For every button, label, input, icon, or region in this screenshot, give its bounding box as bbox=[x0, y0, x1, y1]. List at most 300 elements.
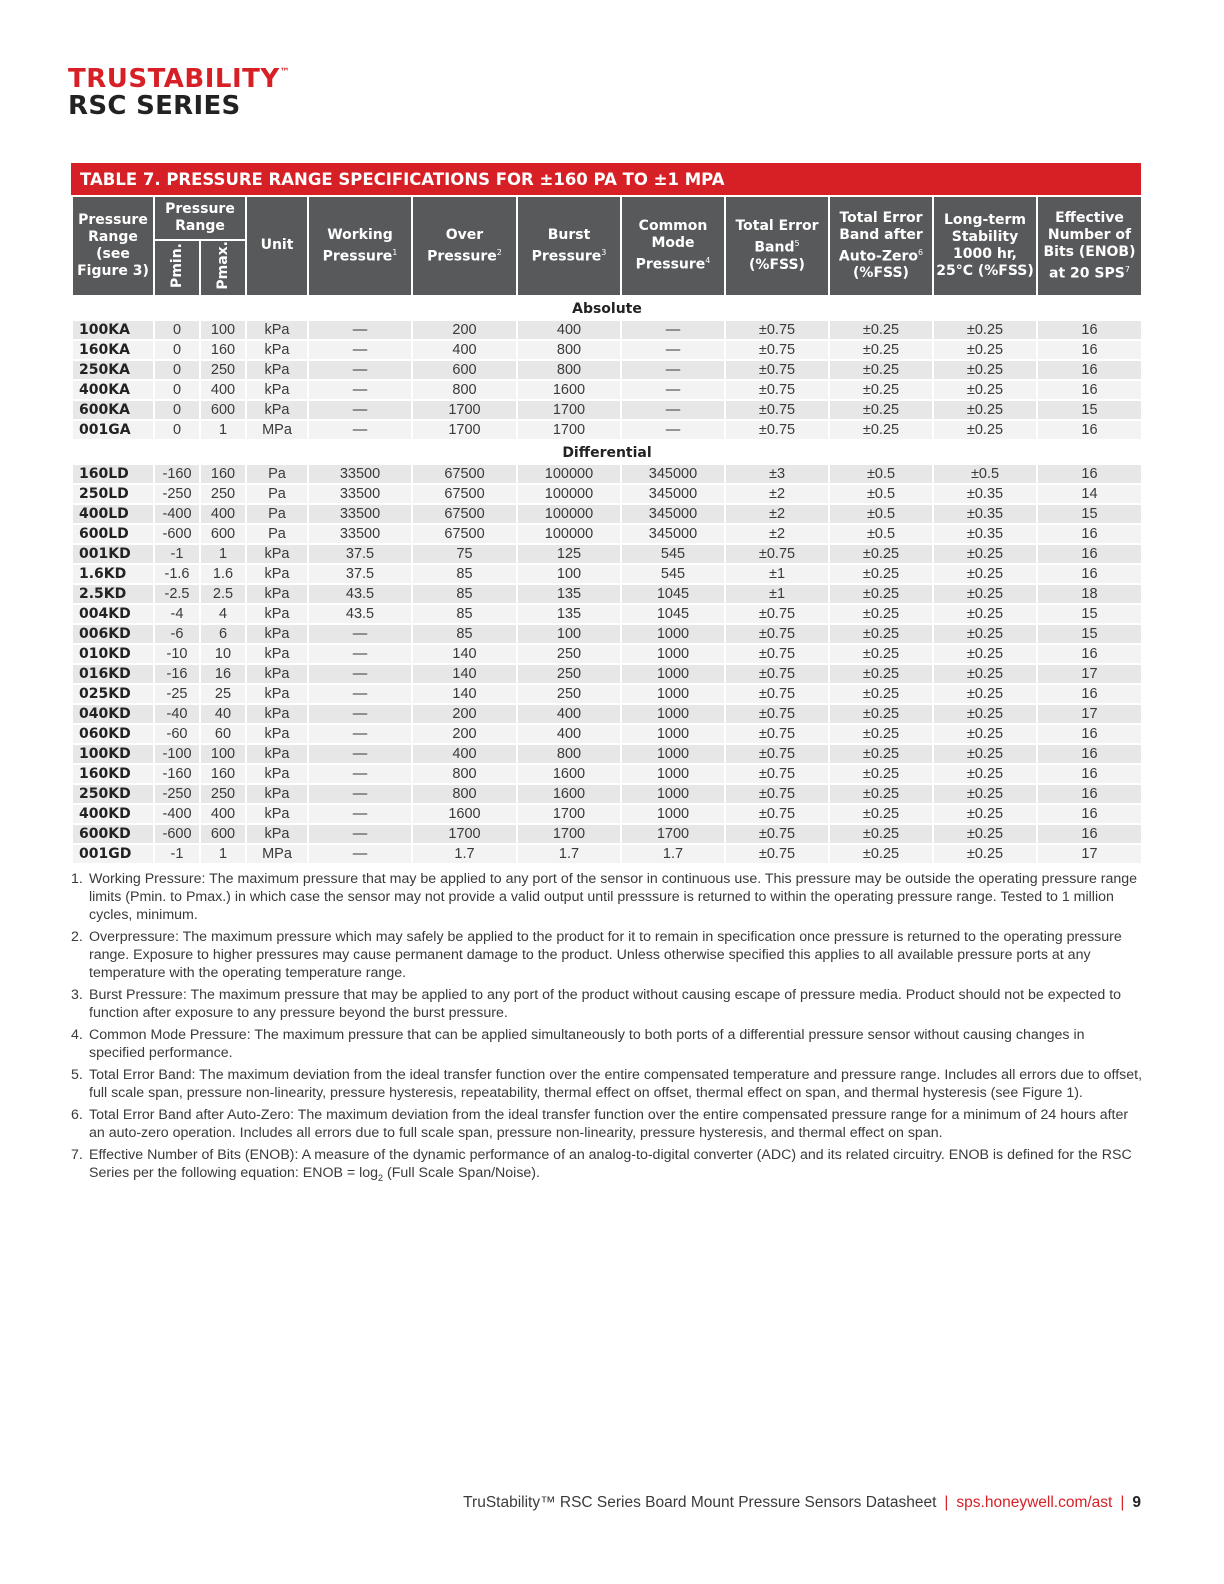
cell-over-pressure: 67500 bbox=[412, 504, 517, 524]
cell-over-pressure: 400 bbox=[412, 744, 517, 764]
cell-burst-pressure: 1600 bbox=[517, 784, 621, 804]
cell-long-term-stability: ±0.25 bbox=[933, 644, 1037, 664]
cell-teb-after-auto-zero: ±0.25 bbox=[829, 844, 933, 864]
cell-over-pressure: 200 bbox=[412, 321, 517, 340]
cell-over-pressure: 140 bbox=[412, 644, 517, 664]
cell-pmin: -400 bbox=[154, 504, 200, 524]
cell-pressure-range: 600LD bbox=[72, 524, 154, 544]
cell-teb-after-auto-zero: ±0.25 bbox=[829, 380, 933, 400]
cell-enob: 16 bbox=[1037, 684, 1142, 704]
cell-unit: kPa bbox=[246, 724, 308, 744]
footnote-text: Common Mode Pressure: The maximum pressure that can be applied simultaneously to both ports of a differential pressure sensor without causing changes in specified performance. bbox=[89, 1027, 1085, 1061]
cell-total-error-band: ±0.75 bbox=[725, 604, 829, 624]
cell-pressure-range: 1.6KD bbox=[72, 564, 154, 584]
cell-pressure-range: 400KD bbox=[72, 804, 154, 824]
cell-burst-pressure: 800 bbox=[517, 360, 621, 380]
cell-teb-after-auto-zero: ±0.25 bbox=[829, 360, 933, 380]
header-unit: Unit bbox=[246, 196, 308, 296]
cell-pmin: -6 bbox=[154, 624, 200, 644]
cell-common-mode-pressure: — bbox=[621, 360, 725, 380]
cell-pmin: -25 bbox=[154, 684, 200, 704]
cell-pmin: -1 bbox=[154, 844, 200, 864]
cell-long-term-stability: ±0.25 bbox=[933, 744, 1037, 764]
cell-burst-pressure: 400 bbox=[517, 704, 621, 724]
cell-pmax: 1 bbox=[200, 844, 246, 864]
cell-working-pressure: — bbox=[308, 704, 412, 724]
cell-enob: 16 bbox=[1037, 420, 1142, 440]
cell-over-pressure: 67500 bbox=[412, 465, 517, 484]
cell-pressure-range: 160KA bbox=[72, 340, 154, 360]
cell-working-pressure: — bbox=[308, 744, 412, 764]
cell-over-pressure: 140 bbox=[412, 664, 517, 684]
cell-total-error-band: ±0.75 bbox=[725, 321, 829, 340]
cell-enob: 17 bbox=[1037, 664, 1142, 684]
cell-unit: kPa bbox=[246, 824, 308, 844]
cell-common-mode-pressure: — bbox=[621, 340, 725, 360]
cell-common-mode-pressure: 1000 bbox=[621, 804, 725, 824]
cell-teb-after-auto-zero: ±0.25 bbox=[829, 744, 933, 764]
cell-pmax: 1.6 bbox=[200, 564, 246, 584]
cell-burst-pressure: 1700 bbox=[517, 824, 621, 844]
cell-teb-after-auto-zero: ±0.25 bbox=[829, 764, 933, 784]
cell-long-term-stability: ±0.25 bbox=[933, 321, 1037, 340]
cell-total-error-band: ±0.75 bbox=[725, 764, 829, 784]
table-row bbox=[72, 564, 1142, 584]
cell-pmax: 400 bbox=[200, 380, 246, 400]
cell-pressure-range: 025KD bbox=[72, 684, 154, 704]
cell-enob: 16 bbox=[1037, 360, 1142, 380]
table-header bbox=[72, 196, 1142, 296]
cell-pmin: -16 bbox=[154, 664, 200, 684]
cell-working-pressure: — bbox=[308, 644, 412, 664]
cell-over-pressure: 800 bbox=[412, 764, 517, 784]
footnote-item bbox=[71, 1106, 1143, 1142]
table-row bbox=[72, 644, 1142, 664]
cell-over-pressure: 1700 bbox=[412, 824, 517, 844]
cell-pmax: 160 bbox=[200, 465, 246, 484]
footnote-item bbox=[71, 928, 1143, 982]
cell-total-error-band: ±0.75 bbox=[725, 804, 829, 824]
cell-total-error-band: ±0.75 bbox=[725, 420, 829, 440]
cell-enob: 16 bbox=[1037, 544, 1142, 564]
cell-total-error-band: ±0.75 bbox=[725, 784, 829, 804]
cell-pressure-range: 006KD bbox=[72, 624, 154, 644]
cell-burst-pressure: 250 bbox=[517, 684, 621, 704]
cell-pmin: -10 bbox=[154, 644, 200, 664]
cell-pmin: 0 bbox=[154, 380, 200, 400]
table-title: TABLE 7. PRESSURE RANGE SPECIFICATIONS FOR ±160 PA TO ±1 MPA bbox=[71, 163, 1141, 195]
cell-teb-after-auto-zero: ±0.25 bbox=[829, 321, 933, 340]
cell-over-pressure: 67500 bbox=[412, 484, 517, 504]
cell-pmin: -100 bbox=[154, 744, 200, 764]
cell-pmin: -2.5 bbox=[154, 584, 200, 604]
header-total-error-band: Total Error Band$^5$ (%FSS) bbox=[725, 196, 829, 296]
cell-burst-pressure: 400 bbox=[517, 724, 621, 744]
cell-over-pressure: 1700 bbox=[412, 400, 517, 420]
cell-pmin: 0 bbox=[154, 420, 200, 440]
cell-working-pressure: — bbox=[308, 340, 412, 360]
cell-total-error-band: ±0.75 bbox=[725, 724, 829, 744]
cell-long-term-stability: ±0.35 bbox=[933, 484, 1037, 504]
section-absolute bbox=[72, 296, 1142, 321]
cell-pmax: 100 bbox=[200, 321, 246, 340]
cell-pmax: 40 bbox=[200, 704, 246, 724]
cell-burst-pressure: 800 bbox=[517, 340, 621, 360]
cell-total-error-band: ±0.75 bbox=[725, 684, 829, 704]
cell-pmax: 1 bbox=[200, 544, 246, 564]
cell-long-term-stability: ±0.25 bbox=[933, 844, 1037, 864]
cell-over-pressure: 75 bbox=[412, 544, 517, 564]
cell-long-term-stability: ±0.25 bbox=[933, 584, 1037, 604]
cell-working-pressure: 33500 bbox=[308, 484, 412, 504]
cell-long-term-stability: ±0.25 bbox=[933, 604, 1037, 624]
cell-enob: 16 bbox=[1037, 764, 1142, 784]
cell-pmax: 250 bbox=[200, 784, 246, 804]
cell-burst-pressure: 1700 bbox=[517, 400, 621, 420]
cell-pmin: -1.6 bbox=[154, 564, 200, 584]
cell-over-pressure: 1600 bbox=[412, 804, 517, 824]
cell-long-term-stability: ±0.25 bbox=[933, 340, 1037, 360]
table-row bbox=[72, 604, 1142, 624]
cell-burst-pressure: 135 bbox=[517, 604, 621, 624]
cell-pressure-range: 060KD bbox=[72, 724, 154, 744]
cell-enob: 15 bbox=[1037, 504, 1142, 524]
cell-common-mode-pressure: — bbox=[621, 420, 725, 440]
cell-common-mode-pressure: 345000 bbox=[621, 484, 725, 504]
cell-enob: 16 bbox=[1037, 744, 1142, 764]
cell-burst-pressure: 100000 bbox=[517, 504, 621, 524]
cell-working-pressure: — bbox=[308, 664, 412, 684]
cell-teb-after-auto-zero: ±0.25 bbox=[829, 564, 933, 584]
cell-enob: 16 bbox=[1037, 784, 1142, 804]
cell-long-term-stability: ±0.25 bbox=[933, 764, 1037, 784]
footnote-text: Total Error Band after Auto-Zero: The maximum deviation from the ideal transfer function over the entire compensated pressure range for a minimum of 24 hours after an auto-zero operation. Includes all errors due to full scale span, pressure non-linearity, pressure hysteresis, and thermal effect on span. bbox=[89, 1107, 1129, 1141]
table-row bbox=[72, 684, 1142, 704]
cell-total-error-band: ±0.75 bbox=[725, 664, 829, 684]
cell-burst-pressure: 100000 bbox=[517, 484, 621, 504]
cell-common-mode-pressure: 1000 bbox=[621, 644, 725, 664]
cell-total-error-band: ±0.75 bbox=[725, 844, 829, 864]
cell-common-mode-pressure: 1000 bbox=[621, 684, 725, 704]
footnote-item bbox=[71, 986, 1143, 1022]
cell-pmin: -1 bbox=[154, 544, 200, 564]
cell-total-error-band: ±2 bbox=[725, 484, 829, 504]
cell-teb-after-auto-zero: ±0.25 bbox=[829, 824, 933, 844]
header-enob: Effective Number of Bits (ENOB) at 20 SPS$^7$ bbox=[1037, 196, 1142, 296]
brand-rsc-series: RSC SERIES bbox=[68, 91, 241, 121]
cell-unit: kPa bbox=[246, 544, 308, 564]
cell-pmax: 250 bbox=[200, 484, 246, 504]
table-row bbox=[72, 400, 1142, 420]
cell-over-pressure: 85 bbox=[412, 604, 517, 624]
cell-unit: kPa bbox=[246, 624, 308, 644]
cell-teb-after-auto-zero: ±0.25 bbox=[829, 644, 933, 664]
table-row bbox=[72, 724, 1142, 744]
section-label: Differential bbox=[72, 440, 1142, 465]
cell-over-pressure: 1700 bbox=[412, 420, 517, 440]
cell-pmin: -160 bbox=[154, 465, 200, 484]
table-row bbox=[72, 844, 1142, 864]
cell-unit: Pa bbox=[246, 524, 308, 544]
header-common-mode-pressure: Common Mode Pressure$^4$ bbox=[621, 196, 725, 296]
table-row bbox=[72, 664, 1142, 684]
cell-common-mode-pressure: 1000 bbox=[621, 784, 725, 804]
footnote-number: 6. bbox=[71, 1107, 83, 1123]
table-row bbox=[72, 340, 1142, 360]
cell-pressure-range: 160KD bbox=[72, 764, 154, 784]
cell-over-pressure: 800 bbox=[412, 784, 517, 804]
table-row bbox=[72, 704, 1142, 724]
cell-total-error-band: ±0.75 bbox=[725, 824, 829, 844]
cell-unit: kPa bbox=[246, 804, 308, 824]
table-row bbox=[72, 764, 1142, 784]
cell-enob: 15 bbox=[1037, 624, 1142, 644]
header-teb-after-auto-zero: Total Error Band after Auto-Zero$^6$ (%FSS) bbox=[829, 196, 933, 296]
cell-working-pressure: 33500 bbox=[308, 504, 412, 524]
table-row bbox=[72, 380, 1142, 400]
cell-pmax: 600 bbox=[200, 400, 246, 420]
table-row bbox=[72, 804, 1142, 824]
cell-burst-pressure: 100000 bbox=[517, 465, 621, 484]
cell-total-error-band: ±3 bbox=[725, 465, 829, 484]
footer-separator: | bbox=[944, 1494, 949, 1511]
cell-unit: kPa bbox=[246, 684, 308, 704]
table-row bbox=[72, 624, 1142, 644]
footer-doc-title: TruStability™ RSC Series Board Mount Pressure Sensors Datasheet bbox=[463, 1494, 937, 1511]
footnote-text: Overpressure: The maximum pressure which may safely be applied to the product for it to remain in specification once pressure is returned to the operating pressure range. Exposure to higher pressures may cause permanent damage to the product. Unless otherwise specified this applies to all available pressure ports at any temperature with the operating temperature range. bbox=[89, 929, 1122, 981]
header-over-pressure: Over Pressure$^2$ bbox=[412, 196, 517, 296]
cell-long-term-stability: ±0.35 bbox=[933, 524, 1037, 544]
cell-common-mode-pressure: 1.7 bbox=[621, 844, 725, 864]
cell-over-pressure: 600 bbox=[412, 360, 517, 380]
footer-separator: | bbox=[1120, 1494, 1125, 1511]
cell-pressure-range: 100KA bbox=[72, 321, 154, 340]
cell-common-mode-pressure: — bbox=[621, 380, 725, 400]
cell-long-term-stability: ±0.25 bbox=[933, 624, 1037, 644]
cell-teb-after-auto-zero: ±0.25 bbox=[829, 684, 933, 704]
cell-pmax: 600 bbox=[200, 524, 246, 544]
cell-pmin: -4 bbox=[154, 604, 200, 624]
cell-long-term-stability: ±0.5 bbox=[933, 465, 1037, 484]
cell-burst-pressure: 100 bbox=[517, 624, 621, 644]
cell-pmin: -250 bbox=[154, 784, 200, 804]
cell-unit: kPa bbox=[246, 704, 308, 724]
cell-unit: kPa bbox=[246, 604, 308, 624]
cell-teb-after-auto-zero: ±0.25 bbox=[829, 400, 933, 420]
cell-common-mode-pressure: 1000 bbox=[621, 624, 725, 644]
cell-working-pressure: — bbox=[308, 321, 412, 340]
cell-pmax: 1 bbox=[200, 420, 246, 440]
cell-total-error-band: ±0.75 bbox=[725, 360, 829, 380]
cell-over-pressure: 85 bbox=[412, 624, 517, 644]
cell-pmax: 250 bbox=[200, 360, 246, 380]
cell-pmax: 160 bbox=[200, 340, 246, 360]
cell-burst-pressure: 1700 bbox=[517, 420, 621, 440]
cell-pressure-range: 010KD bbox=[72, 644, 154, 664]
footnote-number: 5. bbox=[71, 1067, 83, 1083]
cell-over-pressure: 200 bbox=[412, 724, 517, 744]
footnote-number: 3. bbox=[71, 987, 83, 1003]
footnote-text: Burst Pressure: The maximum pressure that may be applied to any port of the product without causing escape of pressure media. Product should not be expected to function after exposure to any pressure beyond the burst pressure. bbox=[89, 987, 1122, 1021]
cell-pressure-range: 250KA bbox=[72, 360, 154, 380]
section-label: Absolute bbox=[72, 296, 1142, 321]
cell-working-pressure: — bbox=[308, 624, 412, 644]
cell-total-error-band: ±2 bbox=[725, 504, 829, 524]
cell-pmax: 4 bbox=[200, 604, 246, 624]
cell-working-pressure: — bbox=[308, 724, 412, 744]
cell-pressure-range: 001GD bbox=[72, 844, 154, 864]
header-pressure-range-group: Pressure Range bbox=[154, 196, 246, 240]
cell-enob: 17 bbox=[1037, 704, 1142, 724]
cell-pressure-range: 001GA bbox=[72, 420, 154, 440]
cell-unit: kPa bbox=[246, 764, 308, 784]
cell-pmax: 25 bbox=[200, 684, 246, 704]
table-row bbox=[72, 504, 1142, 524]
cell-common-mode-pressure: 1700 bbox=[621, 824, 725, 844]
cell-pmin: -250 bbox=[154, 484, 200, 504]
cell-pressure-range: 160LD bbox=[72, 465, 154, 484]
spec-table bbox=[71, 195, 1143, 865]
cell-teb-after-auto-zero: ±0.25 bbox=[829, 804, 933, 824]
cell-total-error-band: ±0.75 bbox=[725, 380, 829, 400]
footnote-item bbox=[71, 1146, 1143, 1187]
cell-unit: MPa bbox=[246, 420, 308, 440]
footnote-text: Effective Number of Bits (ENOB): A measure of the dynamic performance of an analog-to-digital converter (ADC) and its related circuitry. ENOB is defined for the RSC Series per the following equation: ENOB = $\log_2$ (Full Scale Span/Noise). bbox=[89, 1147, 1132, 1183]
cell-unit: kPa bbox=[246, 784, 308, 804]
cell-enob: 16 bbox=[1037, 524, 1142, 544]
table-row bbox=[72, 484, 1142, 504]
cell-common-mode-pressure: 345000 bbox=[621, 524, 725, 544]
cell-pmin: 0 bbox=[154, 340, 200, 360]
cell-teb-after-auto-zero: ±0.25 bbox=[829, 724, 933, 744]
cell-working-pressure: 33500 bbox=[308, 465, 412, 484]
cell-teb-after-auto-zero: ±0.25 bbox=[829, 784, 933, 804]
brand-logo bbox=[68, 66, 290, 119]
cell-teb-after-auto-zero: ±0.25 bbox=[829, 584, 933, 604]
cell-unit: MPa bbox=[246, 844, 308, 864]
cell-unit: kPa bbox=[246, 321, 308, 340]
cell-unit: kPa bbox=[246, 380, 308, 400]
cell-common-mode-pressure: — bbox=[621, 400, 725, 420]
cell-over-pressure: 67500 bbox=[412, 524, 517, 544]
cell-long-term-stability: ±0.25 bbox=[933, 360, 1037, 380]
cell-working-pressure: — bbox=[308, 380, 412, 400]
footer-url-link[interactable]: sps.honeywell.com/ast bbox=[956, 1494, 1113, 1511]
page-footer bbox=[463, 1494, 1141, 1512]
cell-common-mode-pressure: 1000 bbox=[621, 724, 725, 744]
cell-burst-pressure: 1700 bbox=[517, 804, 621, 824]
cell-burst-pressure: 1600 bbox=[517, 764, 621, 784]
cell-enob: 15 bbox=[1037, 400, 1142, 420]
cell-pressure-range: 040KD bbox=[72, 704, 154, 724]
table-row bbox=[72, 360, 1142, 380]
cell-working-pressure: — bbox=[308, 764, 412, 784]
cell-pressure-range: 100KD bbox=[72, 744, 154, 764]
cell-common-mode-pressure: 1045 bbox=[621, 604, 725, 624]
cell-pmin: -60 bbox=[154, 724, 200, 744]
cell-pmin: 0 bbox=[154, 360, 200, 380]
cell-long-term-stability: ±0.35 bbox=[933, 504, 1037, 524]
cell-enob: 17 bbox=[1037, 844, 1142, 864]
cell-burst-pressure: 800 bbox=[517, 744, 621, 764]
cell-pmax: 6 bbox=[200, 624, 246, 644]
cell-pressure-range: 2.5KD bbox=[72, 584, 154, 604]
cell-over-pressure: 85 bbox=[412, 584, 517, 604]
cell-pressure-range: 400KA bbox=[72, 380, 154, 400]
cell-teb-after-auto-zero: ±0.25 bbox=[829, 544, 933, 564]
cell-common-mode-pressure: — bbox=[621, 321, 725, 340]
cell-pressure-range: 600KA bbox=[72, 400, 154, 420]
cell-pressure-range: 250KD bbox=[72, 784, 154, 804]
cell-pmin: -40 bbox=[154, 704, 200, 724]
footnote-item bbox=[71, 1066, 1143, 1102]
cell-teb-after-auto-zero: ±0.25 bbox=[829, 340, 933, 360]
cell-common-mode-pressure: 1045 bbox=[621, 584, 725, 604]
cell-total-error-band: ±1 bbox=[725, 564, 829, 584]
cell-burst-pressure: 1600 bbox=[517, 380, 621, 400]
table-row bbox=[72, 744, 1142, 764]
cell-long-term-stability: ±0.25 bbox=[933, 824, 1037, 844]
cell-common-mode-pressure: 345000 bbox=[621, 465, 725, 484]
cell-unit: kPa bbox=[246, 360, 308, 380]
cell-unit: Pa bbox=[246, 465, 308, 484]
footnote-number: 7. bbox=[71, 1147, 83, 1163]
cell-pressure-range: 600KD bbox=[72, 824, 154, 844]
cell-pmax: 600 bbox=[200, 824, 246, 844]
cell-teb-after-auto-zero: ±0.5 bbox=[829, 504, 933, 524]
cell-long-term-stability: ±0.25 bbox=[933, 804, 1037, 824]
cell-teb-after-auto-zero: ±0.5 bbox=[829, 484, 933, 504]
footnote-item bbox=[71, 870, 1143, 924]
cell-long-term-stability: ±0.25 bbox=[933, 564, 1037, 584]
footnote-item bbox=[71, 1026, 1143, 1062]
trademark-symbol: ™ bbox=[279, 67, 291, 78]
cell-long-term-stability: ±0.25 bbox=[933, 724, 1037, 744]
cell-total-error-band: ±2 bbox=[725, 524, 829, 544]
cell-over-pressure: 85 bbox=[412, 564, 517, 584]
cell-common-mode-pressure: 545 bbox=[621, 564, 725, 584]
cell-pressure-range: 016KD bbox=[72, 664, 154, 684]
cell-unit: kPa bbox=[246, 744, 308, 764]
pressure-range-table bbox=[71, 163, 1141, 865]
cell-over-pressure: 800 bbox=[412, 380, 517, 400]
cell-over-pressure: 1.7 bbox=[412, 844, 517, 864]
cell-working-pressure: — bbox=[308, 420, 412, 440]
cell-long-term-stability: ±0.25 bbox=[933, 400, 1037, 420]
cell-long-term-stability: ±0.25 bbox=[933, 784, 1037, 804]
cell-total-error-band: ±0.75 bbox=[725, 624, 829, 644]
cell-total-error-band: ±0.75 bbox=[725, 744, 829, 764]
table-row bbox=[72, 321, 1142, 340]
cell-working-pressure: — bbox=[308, 684, 412, 704]
cell-burst-pressure: 400 bbox=[517, 321, 621, 340]
cell-long-term-stability: ±0.25 bbox=[933, 684, 1037, 704]
cell-burst-pressure: 100 bbox=[517, 564, 621, 584]
header-pmin: Pmin. bbox=[154, 240, 200, 296]
cell-working-pressure: 43.5 bbox=[308, 604, 412, 624]
cell-enob: 14 bbox=[1037, 484, 1142, 504]
cell-teb-after-auto-zero: ±0.25 bbox=[829, 420, 933, 440]
cell-working-pressure: 33500 bbox=[308, 524, 412, 544]
brand-trustability: TRUSTABILITY™ bbox=[68, 64, 291, 94]
footnote-text: Working Pressure: The maximum pressure that may be applied to any port of the sensor in continuous use. This pressure may be outside the operating pressure range limits (Pmin. to Pmax.) in which case the sensor may not provide a valid output until presssure is returned to within the operating pressure range. Tested to 1 million cycles, minimum. bbox=[89, 871, 1138, 923]
cell-common-mode-pressure: 1000 bbox=[621, 704, 725, 724]
cell-pmin: -600 bbox=[154, 524, 200, 544]
table-row bbox=[72, 784, 1142, 804]
cell-enob: 16 bbox=[1037, 465, 1142, 484]
cell-working-pressure: — bbox=[308, 360, 412, 380]
table-row bbox=[72, 584, 1142, 604]
